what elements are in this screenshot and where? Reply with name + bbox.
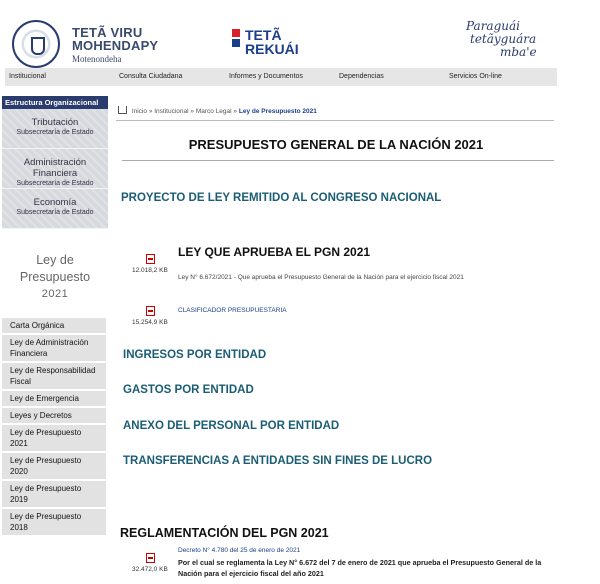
sidebar-block-tributacion[interactable] xyxy=(2,109,108,149)
sidebar-item-leyes-decretos[interactable]: Leyes y Decretos xyxy=(2,408,106,423)
breadcrumb-marco-legal[interactable]: Marco Legal xyxy=(195,108,232,115)
site-header xyxy=(0,0,600,68)
doc3-link[interactable]: Decreto N° 4.780 del 25 de enero de 2021 xyxy=(178,547,301,554)
national-seal-logo[interactable] xyxy=(12,20,60,68)
sidebar-item-ley-emergencia[interactable]: Ley de Emergencia xyxy=(2,391,106,406)
government-brand-line-1: TETÃ xyxy=(245,27,282,43)
block-title: Administración Financiera xyxy=(23,157,87,179)
section-anexo-personal[interactable]: ANEXO DEL PERSONAL POR ENTIDAD xyxy=(123,420,340,432)
section-proyecto-ley[interactable]: PROYECTO DE LEY REMITIDO AL CONGRESO NACIONAL xyxy=(121,192,442,204)
sidebar-item-presupuesto-2021[interactable]: Ley de Presupuesto 2021 xyxy=(2,425,106,451)
nav-informes-documentos[interactable]: Informes y Documentos xyxy=(229,73,303,80)
breadcrumb-institucional[interactable]: Institucional xyxy=(154,108,189,115)
breadcrumb-current: Ley de Presupuesto 2021 xyxy=(238,108,317,115)
block-title: Economía xyxy=(33,197,77,208)
title-divider xyxy=(122,160,554,161)
slogan-logo xyxy=(466,20,546,59)
sidebar-item-presupuesto-2018[interactable]: Ley de Presupuesto 2018 xyxy=(2,509,106,535)
breadcrumb xyxy=(118,106,317,115)
breadcrumb-separator: » xyxy=(190,108,195,115)
nav-servicios-online[interactable]: Servicios On-line xyxy=(449,73,502,80)
slogan-line-3: mba'e xyxy=(500,45,537,59)
section-title-year: 2021 xyxy=(41,288,69,300)
sidebar-item-ley-responsabilidad[interactable]: Ley de Responsabilidad Fiscal xyxy=(2,363,106,389)
nav-institucional[interactable]: Institucional xyxy=(9,73,46,80)
law-heading[interactable]: LEY QUE APRUEBA EL PGN 2021 xyxy=(178,245,371,259)
sidebar-item-carta-organica[interactable]: Carta Orgánica xyxy=(2,318,106,333)
sidebar-block-administracion[interactable] xyxy=(2,149,108,189)
doc3-description: Por el cual se reglamenta la Ley N° 6.672 del 7 de enero de 2021 que aprueba el Presupuesto General de la Nación para el ejercicio fiscal del año 2021 xyxy=(178,558,542,578)
sidebar-item-ley-administracion[interactable]: Ley de Administración Financiera xyxy=(2,335,106,361)
top-navigation xyxy=(5,68,557,86)
section-gastos[interactable]: GASTOS POR ENTIDAD xyxy=(123,384,254,396)
sidebar-menu xyxy=(2,318,106,537)
brand-line-3: Motenondeha xyxy=(72,54,122,64)
breadcrumb-separator: » xyxy=(148,108,153,115)
sidebar-section-title xyxy=(2,252,108,303)
reglamentacion-heading[interactable]: REGLAMENTACIÓN DEL PGN 2021 xyxy=(120,526,329,540)
sidebar-block-economia[interactable] xyxy=(2,189,108,229)
doc2-size: 15.254,9 KB xyxy=(132,319,168,326)
government-brand[interactable] xyxy=(245,28,299,56)
brand-line-2: MOHENDAPY xyxy=(72,38,159,53)
pdf-icon[interactable] xyxy=(146,306,155,316)
doc1-size: 12.018,2 KB xyxy=(132,267,168,274)
breadcrumb-separator: » xyxy=(233,108,238,115)
section-title-line-1: Ley de xyxy=(36,253,74,267)
breadcrumb-home[interactable]: Inicio xyxy=(131,108,147,115)
section-transferencias[interactable]: TRANSFERENCIAS A ENTIDADES SIN FINES DE LUCRO xyxy=(123,455,433,467)
nav-dependencias[interactable]: Dependencias xyxy=(339,73,384,80)
ministry-brand[interactable] xyxy=(72,26,167,64)
section-ingresos[interactable]: INGRESOS POR ENTIDAD xyxy=(123,349,267,361)
doc3-size: 32.472,0 KB xyxy=(132,566,168,573)
breadcrumb-divider xyxy=(116,120,554,121)
pdf-icon[interactable] xyxy=(146,553,155,563)
doc1-description[interactable]: Ley N° 6.672/2021 - Que aprueba el Presupuesto General de la Nación para el ejercicio fiscal 2021 xyxy=(178,274,464,281)
pdf-icon[interactable] xyxy=(146,254,155,264)
sidebar-item-presupuesto-2019[interactable]: Ley de Presupuesto 2019 xyxy=(2,481,106,507)
sidebar-heading: Estructura Organizacional xyxy=(2,96,108,109)
sidebar-item-presupuesto-2020[interactable]: Ley de Presupuesto 2020 xyxy=(2,453,106,479)
block-subtitle: Subsecretaría de Estado xyxy=(16,129,94,136)
block-subtitle: Subsecretaría de Estado xyxy=(16,180,94,187)
doc2-link[interactable]: CLASIFICADOR PRESUPUESTARIA xyxy=(178,307,287,314)
home-icon[interactable] xyxy=(118,106,127,114)
flag-icon xyxy=(232,29,240,55)
nav-consulta-ciudadana[interactable]: Consulta Ciudadana xyxy=(119,73,183,80)
section-title-line-2: Presupuesto xyxy=(19,270,91,284)
block-title: Tributación xyxy=(31,117,79,128)
sidebar xyxy=(2,96,108,300)
block-subtitle: Subsecretaría de Estado xyxy=(16,209,94,216)
government-brand-line-2: REKUÁI xyxy=(245,41,299,57)
page-title: PRESUPUESTO GENERAL DE LA NACIÓN 2021 xyxy=(188,137,484,152)
brand-line-1: TETÃ VIRU xyxy=(72,25,143,40)
slogan-line-2: tetãyguára xyxy=(470,32,537,46)
slogan-line-1: Paraguái xyxy=(466,19,520,33)
